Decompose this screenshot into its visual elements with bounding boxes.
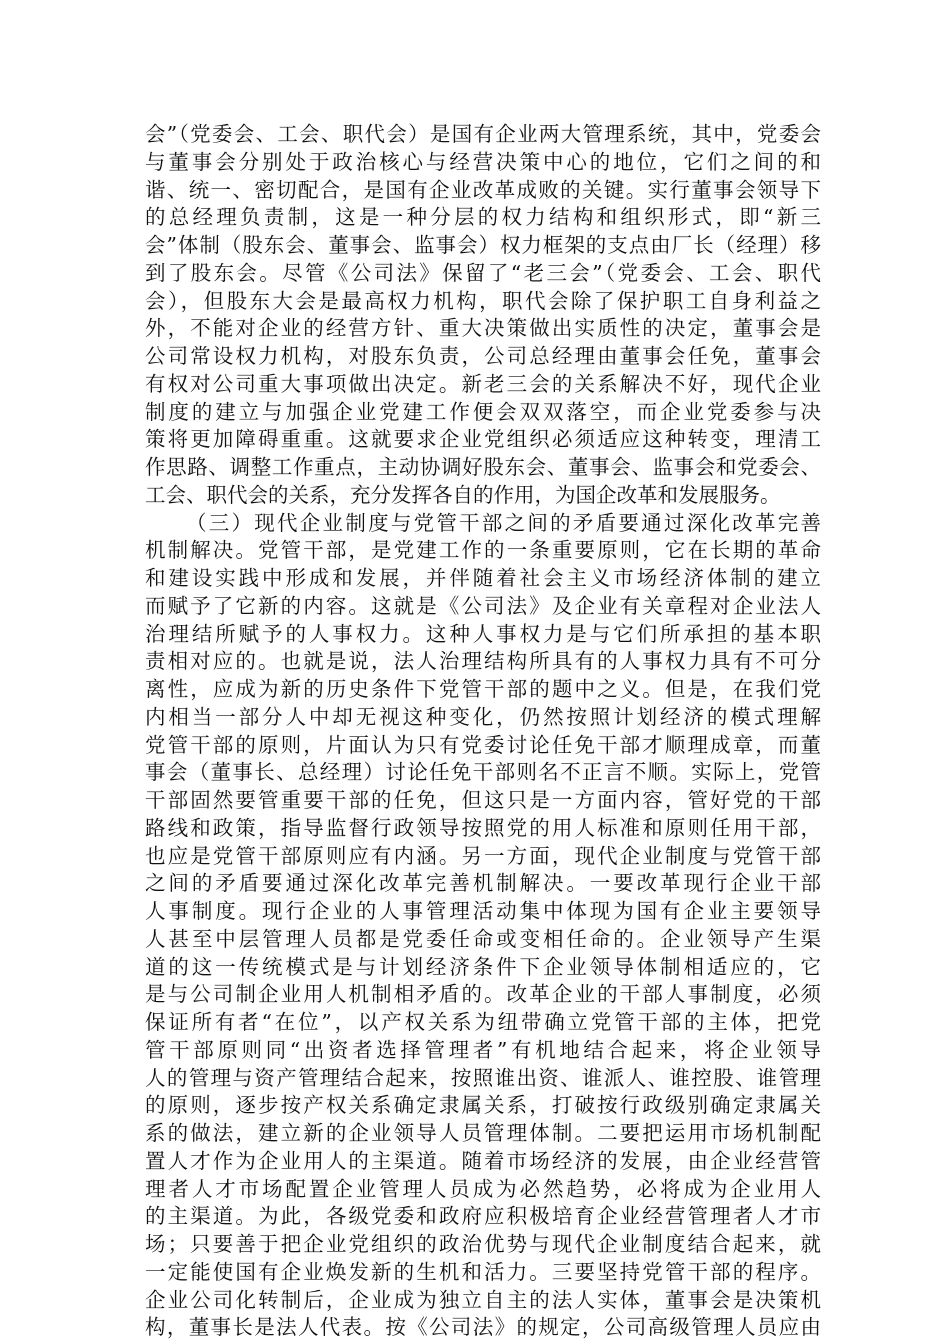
text-line: 系的做法，建立新的企业领导人员管理体制。二要把运用市场机制配 (145, 1121, 821, 1145)
text-line: 的主渠道。为此，各级党委和政府应积极培育企业经营管理者人才市 (145, 1204, 821, 1229)
text-line: 党管干部的原则，片面认为只有党委讨论任免干部才顺理成章，而董 (145, 732, 821, 757)
text-line: 的原则，逐步按产权关系确定隶属关系，打破按行政级别确定隶属关 (145, 1093, 821, 1118)
document-body (145, 121, 821, 1342)
text-line: 离性，应成为新的历史条件下党管干部的题中之义。但是，在我们党 (145, 677, 821, 701)
text-line: 制度的建立与加强企业党建工作便会双双落空，而企业党委参与决 (145, 399, 821, 424)
text-line: 会），但股东大会是最高权力机构，职代会除了保护职工自身利益之 (145, 288, 821, 313)
text-line: 之间的矛盾要通过深化改革完善机制解决。一要改革现行企业干部 (145, 871, 821, 896)
text-line: 外，不能对企业的经营方针、重大决策做出实质性的决定，董事会是 (145, 316, 821, 341)
text-line: 机制解决。党管干部，是党建工作的一条重要原则，它在长期的革命 (145, 538, 821, 563)
text-line: 与董事会分别处于政治核心与经营决策中心的地位，它们之间的和 (145, 149, 821, 174)
text-line: 而赋予了它新的内容。这就是《公司法》及企业有关章程对企业法人 (145, 593, 821, 618)
text-line: 是与公司制企业用人机制相矛盾的。改革企业的干部人事制度，必须 (145, 982, 821, 1007)
text-line: 道的这一传统模式是与计划经济条件下企业领导体制相适应的，它 (145, 954, 821, 979)
text-line: 内相当一部分人中却无视这种变化，仍然按照计划经济的模式理解 (145, 704, 821, 729)
text-line: 置人才作为企业用人的主渠道。随着市场经济的发展，由企业经营管 (145, 1148, 821, 1173)
text-line: 人的管理与资产管理结合起来，按照谁出资、谁派人、谁控股、谁管理 (145, 1065, 821, 1090)
text-line: 到了股东会。尽管《公司法》保留了“老三会”（党委会、工会、职代 (145, 260, 821, 285)
text-line: 一定能使国有企业焕发新的生机和活力。三要坚持党管干部的程序。 (145, 1259, 821, 1284)
text-line: （三）现代企业制度与党管干部之间的矛盾要通过深化改革完善 (186, 510, 821, 535)
text-line: 路线和政策，指导监督行政领导按照党的用人标准和原则任用干部， (145, 815, 821, 840)
text-line: 会”（党委会、工会、职代会）是国有企业两大管理系统，其中，党委会 (145, 122, 821, 146)
text-line: 责相对应的。也就是说，法人治理结构所具有的人事权力具有不可分 (145, 649, 821, 674)
text-line: 企业公司化转制后，企业成为独立自主的法人实体，董事会是决策机 (145, 1287, 821, 1312)
text-line: 保证所有者“在位”，以产权关系为纽带确立党管干部的主体，把党 (145, 1010, 821, 1034)
text-line: 构，董事长是法人代表。按《公司法》的规定，公司高级管理人员应由 (145, 1315, 821, 1340)
text-line: 和建设实践中形成和发展，并伴随着社会主义市场经济体制的建立 (145, 566, 821, 590)
text-line: 工会、职代会的关系，充分发挥各自的作用，为国企改革和发展服务。 (145, 482, 781, 507)
text-line: 人事制度。现行企业的人事管理活动集中体现为国有企业主要领导 (145, 899, 821, 923)
text-line: 谐、统一、密切配合，是国有企业改革成败的关键。实行董事会领导下 (145, 177, 821, 202)
text-line: 策将更加障碍重重。这就要求企业党组织必须适应这种转变，理清工 (145, 427, 821, 452)
text-line: 干部固然要管重要干部的任免，但这只是一方面内容，管好党的干部 (145, 788, 821, 812)
paragraph-1 (145, 121, 821, 510)
text-line: 有权对公司重大事项做出决定。新老三会的关系解决不好，现代企业 (145, 371, 821, 396)
text-line: 场；只要善于把企业党组织的政治优势与现代企业制度结合起来，就 (145, 1232, 821, 1256)
text-line: 事会（董事长、总经理）讨论任免干部则名不正言不顺。实际上，党管 (145, 760, 821, 785)
text-line: 的总经理负责制，这是一种分层的权力结构和组织形式，即“新三 (145, 205, 821, 230)
text-line: 作思路、调整工作重点，主动协调好股东会、董事会、监事会和党委会、 (145, 455, 821, 479)
text-line: 也应是党管干部原则应有内涵。另一方面，现代企业制度与党管干部 (145, 843, 821, 868)
text-line: 理者人才市场配置企业管理人员成为必然趋势，必将成为企业用人 (145, 1176, 821, 1201)
paragraph-2 (145, 510, 821, 1343)
text-line: 治理结所赋予的人事权力。这种人事权力是与它们所承担的基本职 (145, 621, 821, 646)
text-line: 会”体制（股东会、董事会、监事会）权力框架的支点由厂长（经理）移 (145, 233, 821, 257)
text-line: 人甚至中层管理人员都是党委任命或变相任命的。企业领导产生渠 (145, 926, 821, 951)
text-line: 公司常设权力机构，对股东负责，公司总经理由董事会任免，董事会 (145, 344, 821, 368)
text-line: 管干部原则同“出资者选择管理者”有机地结合起来，将企业领导 (145, 1037, 821, 1062)
